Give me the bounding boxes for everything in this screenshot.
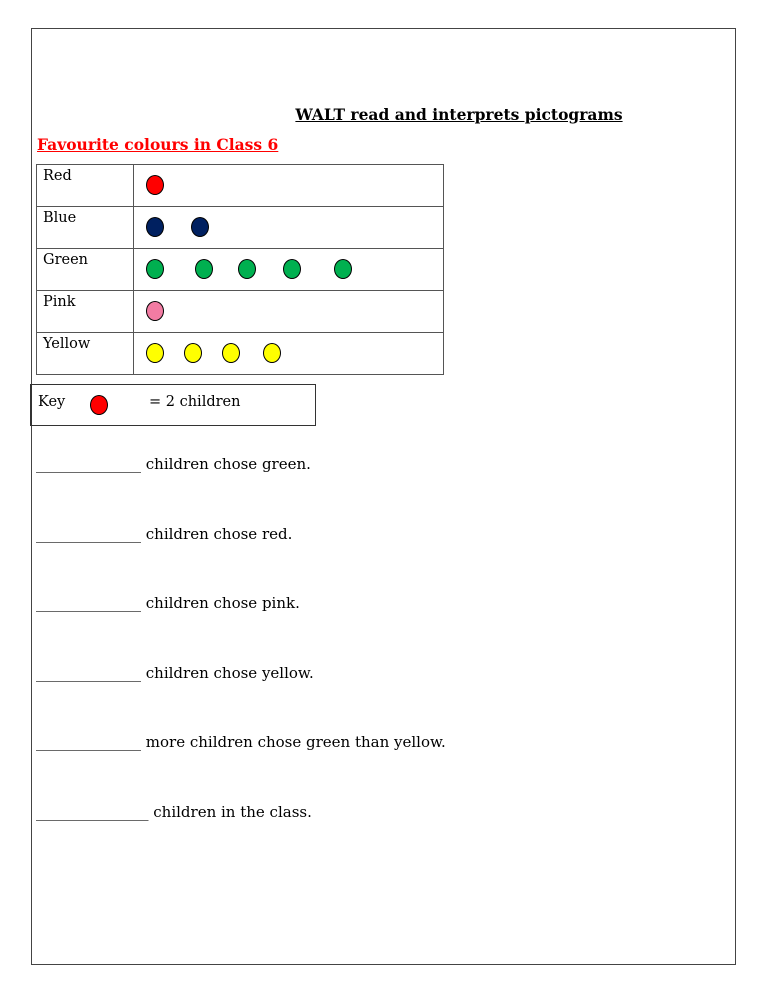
pictogram-row: [37, 207, 444, 249]
row-label: Pink: [37, 291, 134, 333]
question-text: children chose yellow.: [141, 664, 314, 682]
pictogram-table: [36, 164, 444, 375]
question-line: [36, 803, 312, 821]
question-text: children in the class.: [148, 803, 312, 821]
pictogram-row: [37, 333, 444, 375]
key-value: = 2 children: [149, 394, 241, 410]
question-text: more children chose green than yellow.: [141, 733, 446, 751]
pictogram-row: [37, 249, 444, 291]
row-symbols: [134, 333, 444, 375]
question-text: children chose green.: [141, 455, 311, 473]
key-box: [30, 384, 316, 426]
row-label: Yellow: [37, 333, 134, 375]
row-label: Green: [37, 249, 134, 291]
answer-blank[interactable]: ______________: [36, 664, 141, 682]
pictogram-symbol-icon: [146, 217, 164, 237]
question-line: [36, 525, 292, 543]
key-symbol-icon: [90, 395, 108, 415]
pictogram-row: [37, 165, 444, 207]
pictogram-symbol-icon: [184, 343, 202, 363]
question-line: [36, 664, 314, 682]
row-label: Red: [37, 165, 134, 207]
question-text: children chose pink.: [141, 594, 300, 612]
question-line: [36, 455, 311, 473]
pictogram-symbol-icon: [195, 259, 213, 279]
answer-blank[interactable]: _______________: [36, 803, 149, 821]
pictogram-symbol-icon: [222, 343, 240, 363]
pictogram-symbol-icon: [146, 301, 164, 321]
question-text: children chose red.: [141, 525, 293, 543]
pictogram-symbol-icon: [146, 175, 164, 195]
answer-blank[interactable]: ______________: [36, 733, 141, 751]
pictogram-row: [37, 291, 444, 333]
row-label: Blue: [37, 207, 134, 249]
pictogram-symbol-icon: [334, 259, 352, 279]
page-title: WALT read and interprets pictograms: [295, 105, 623, 124]
subtitle: Favourite colours in Class 6: [37, 135, 279, 154]
pictogram-symbol-icon: [238, 259, 256, 279]
key-label: Key: [38, 394, 66, 410]
row-symbols: [134, 165, 444, 207]
question-line: [36, 733, 446, 751]
answer-blank[interactable]: ______________: [36, 525, 141, 543]
pictogram-symbol-icon: [191, 217, 209, 237]
pictogram-symbol-icon: [263, 343, 281, 363]
row-symbols: [134, 249, 444, 291]
pictogram-symbol-icon: [283, 259, 301, 279]
pictogram-symbol-icon: [146, 343, 164, 363]
answer-blank[interactable]: ______________: [36, 455, 141, 473]
row-symbols: [134, 207, 444, 249]
row-symbols: [134, 291, 444, 333]
question-line: [36, 594, 300, 612]
answer-blank[interactable]: ______________: [36, 594, 141, 612]
pictogram-symbol-icon: [146, 259, 164, 279]
